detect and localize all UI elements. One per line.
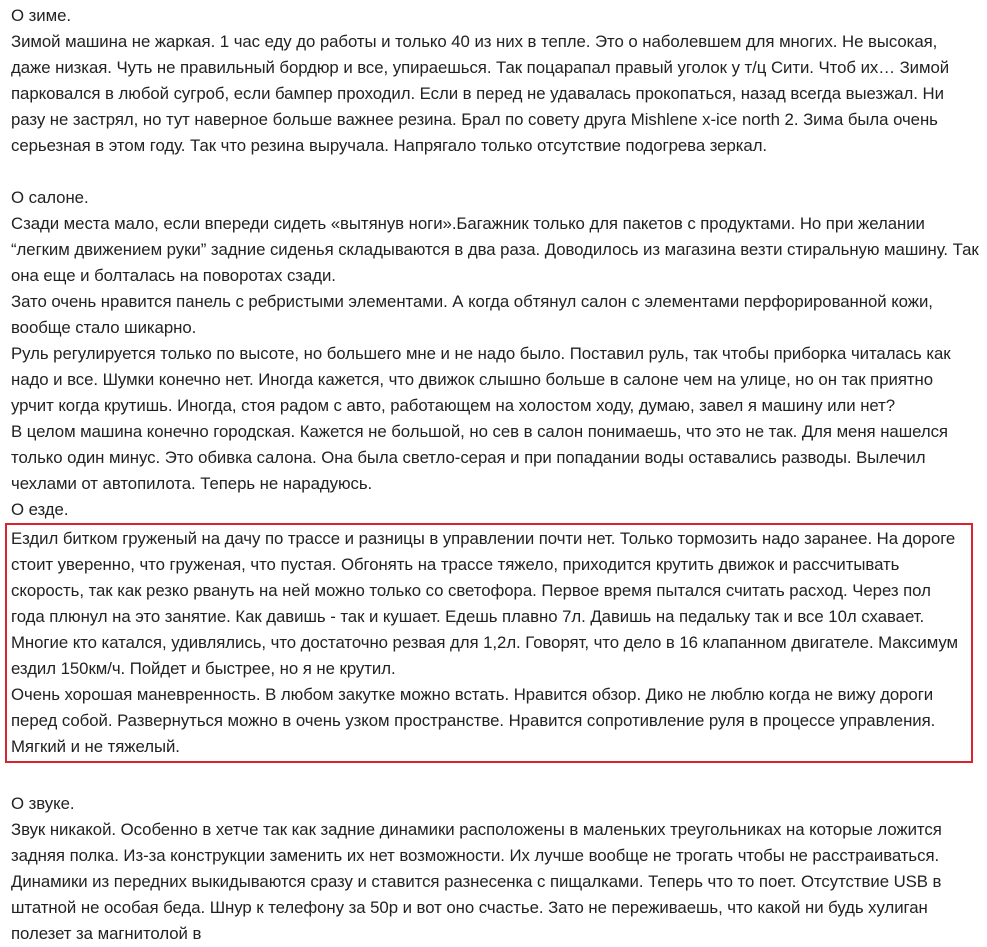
winter-heading: О зиме.: [11, 6, 71, 25]
sound-paragraph: Звук никакой. Особенно в хетче так как задние динамики расположены в маленьких треугольниках на которые ложится задняя полка. Из-за конструкции заменить их нет возможности. Их лучше вообще не трогать чтобы не расстраиваться. Динамики из передних выкидываются сразу и ставится разнесенка с пищалками. Теперь что то поет. Отсутствие USB в штатной не особая беда. Шнур к телефону за 50р и вот оно счастье. Зато не переживаешь, что какой ни будь хулиган полезет за магнитолой в: [11, 820, 942, 943]
highlighted-driving-section: [5, 523, 973, 763]
salon-heading: О салоне.: [11, 188, 89, 207]
paragraph-spacer: [11, 763, 979, 791]
winter-paragraph: Зимой машина не жаркая. 1 час еду до работы и только 40 из них в тепле. Это о наболевшем для многих. Не высокая, даже низкая. Чуть не правильный бордюр и все, упираешься. Так поцарапал правый уголок у т/ц Сити. Чтоб их… Зимой парковался в любой сугроб, если бампер проходил. Если в перед не удавалась прокопаться, назад всегда выезжал. Ни разу не застрял, но тут наверное больше важнее резина. Брал по совету друга Mishlene x-ice north 2. Зима была очень серьезная в этом году. Так что резина выручала. Напрягало только отсутствие подогрева зеркал.: [11, 32, 950, 155]
driving-heading: О езде.: [11, 500, 69, 519]
sound-heading: О звуке.: [11, 794, 75, 813]
salon-paragraph-4: В целом машина конечно городская. Кажется не большой, но сев в салон понимаешь, что это не так. Для меня нашелся только один минус. Это обивка салона. Она была светло-серая и при попадании воды оставались разводы. Вылечил чехлами от автопилота. Теперь не нарадуюсь.: [11, 422, 948, 493]
salon-paragraph-1: Сзади места мало, если впереди сидеть «вытянув ноги».Багажник только для пакетов с продуктами. Но при желании “легким движением руки” задние сиденья складываются в два раза. Доводилось из магазина везти стиральную машину. Так она еще и болталась на поворотах сзади.: [11, 214, 979, 285]
driving-paragraph-1: Ездил битком груженый на дачу по трассе и разницы в управлении почти нет. Только тормозить надо заранее. На дороге стоит уверенно, что груженая, что пустая. Обгонять на трассе тяжело, приходится крутить движок и рассчитывать скорость, так как резко рвануть на ней можно только со светофора. Первое время пытался считать расход. Через пол года плюнул на это занятие. Как давишь - так и кушает. Едешь плавно 7л. Давишь на педальку так и все 10л схавает. Многие кто катался, удивлялись, что достаточно резвая для 1,2л. Говорят, что дело в 16 клапанном двигателе. Максимум ездил 150км/ч. Пойдет и быстрее, но я не крутил.: [11, 529, 959, 678]
review-article: [11, 3, 979, 947]
salon-paragraph-2: Зато очень нравится панель с ребристыми элементами. А когда обтянул салон с элементами перфорированной кожи, вообще стало шикарно.: [11, 292, 933, 337]
paragraph-spacer: [11, 159, 979, 185]
driving-paragraph-2: Очень хорошая маневренность. В любом закутке можно встать. Нравится обзор. Дико не люблю когда не вижу дороги перед собой. Развернуться можно в очень узком пространстве. Нравится сопротивление руля в процессе управления. Мягкий и не тяжелый.: [11, 685, 936, 756]
salon-paragraph-3: Руль регулируется только по высоте, но большего мне и не надо было. Поставил руль, так чтобы приборка читалась как надо и все. Шумки конечно нет. Иногда кажется, что движок слышно больше в салоне чем на улице, но он так приятно урчит когда крутишь. Иногда, стоя радом с авто, работающем на холостом ходу, думаю, завел я машину или нет?: [11, 344, 951, 415]
